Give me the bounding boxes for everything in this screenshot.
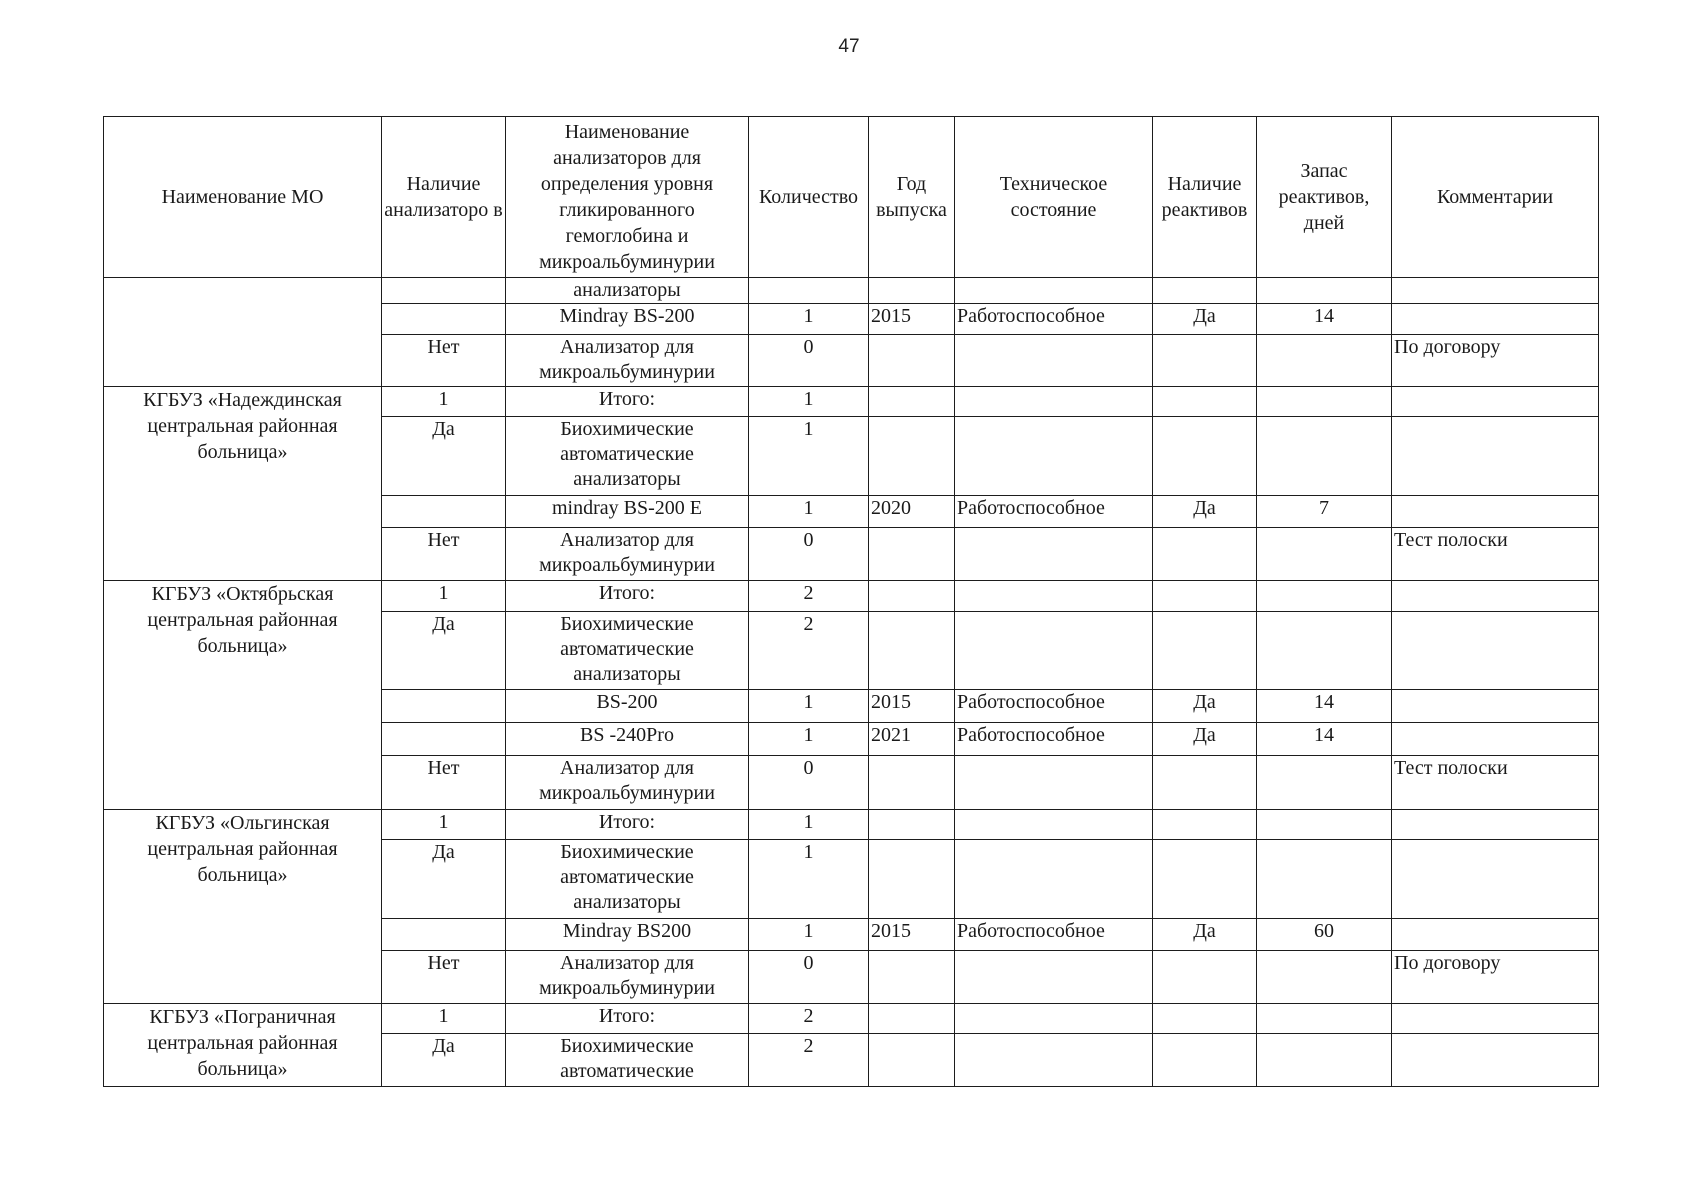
cell-technical-state [955, 417, 1153, 496]
cell-reagents: Да [1153, 496, 1257, 528]
cell-presence: 1 [382, 387, 506, 417]
cell-year [869, 335, 955, 387]
cell-comment [1392, 723, 1599, 756]
cell-reagent-stock [1257, 528, 1392, 581]
cell-reagents [1153, 1034, 1257, 1087]
cell-analyzer-name: BS -240Pro [506, 723, 749, 756]
cell-presence [382, 496, 506, 528]
cell-technical-state [955, 1004, 1153, 1034]
cell-year [869, 528, 955, 581]
cell-comment [1392, 810, 1599, 840]
table-row [104, 810, 1599, 840]
cell-mo-name: КГБУЗ «Ольгинская центральная районная больница» [104, 810, 382, 1004]
cell-analyzer-name: Итого: [506, 387, 749, 417]
cell-comment [1392, 1004, 1599, 1034]
cell-technical-state [955, 810, 1153, 840]
cell-year [869, 387, 955, 417]
cell-quantity: 2 [749, 1004, 869, 1034]
cell-quantity: 2 [749, 581, 869, 612]
cell-reagent-stock: 7 [1257, 496, 1392, 528]
cell-reagent-stock [1257, 756, 1392, 810]
cell-comment [1392, 304, 1599, 335]
cell-reagent-stock [1257, 335, 1392, 387]
cell-presence: 1 [382, 581, 506, 612]
cell-presence: Да [382, 417, 506, 496]
cell-quantity: 1 [749, 387, 869, 417]
cell-comment [1392, 690, 1599, 723]
cell-year [869, 417, 955, 496]
table-row [104, 1004, 1599, 1034]
cell-analyzer-name: Mindray BS-200 [506, 304, 749, 335]
cell-year: 2015 [869, 919, 955, 951]
header-year: Год выпуска [869, 117, 955, 278]
cell-analyzer-name: Биохимические автоматические анализаторы [506, 840, 749, 919]
cell-reagents [1153, 417, 1257, 496]
cell-comment [1392, 387, 1599, 417]
cell-comment [1392, 1034, 1599, 1087]
cell-reagents [1153, 581, 1257, 612]
table-body [104, 278, 1599, 1087]
cell-reagents: Да [1153, 690, 1257, 723]
cell-analyzer-name: Биохимические автоматические анализаторы [506, 612, 749, 690]
cell-year [869, 840, 955, 919]
cell-quantity: 1 [749, 304, 869, 335]
cell-technical-state [955, 756, 1153, 810]
cell-comment [1392, 612, 1599, 690]
header-reagents: Наличие реактивов [1153, 117, 1257, 278]
header-analyzer-name: Наименование анализаторов для определения уровня гликированного гемоглобина и микроальбуминурии [506, 117, 749, 278]
table-row [104, 387, 1599, 417]
header-mo: Наименование МО [104, 117, 382, 278]
cell-quantity: 1 [749, 417, 869, 496]
cell-analyzer-name: mindray BS-200 E [506, 496, 749, 528]
cell-reagents [1153, 278, 1257, 304]
cell-analyzer-name: Анализатор для микроальбуминурии [506, 951, 749, 1004]
cell-analyzer-name: Итого: [506, 810, 749, 840]
cell-presence: Да [382, 840, 506, 919]
cell-reagents [1153, 840, 1257, 919]
cell-analyzer-name: Биохимические автоматические анализаторы [506, 417, 749, 496]
cell-quantity: 1 [749, 723, 869, 756]
cell-technical-state [955, 840, 1153, 919]
cell-year [869, 951, 955, 1004]
cell-comment [1392, 581, 1599, 612]
cell-reagents [1153, 756, 1257, 810]
cell-reagents: Да [1153, 723, 1257, 756]
cell-year [869, 278, 955, 304]
cell-comment: По договору [1392, 335, 1599, 387]
cell-technical-state: Работоспособное [955, 723, 1153, 756]
cell-year: 2015 [869, 690, 955, 723]
cell-year: 2015 [869, 304, 955, 335]
table-row [104, 581, 1599, 612]
cell-analyzer-name: Анализатор для микроальбуминурии [506, 335, 749, 387]
cell-presence: Да [382, 1034, 506, 1087]
header-reagent-stock: Запас реактивов, дней [1257, 117, 1392, 278]
cell-analyzer-name: Итого: [506, 581, 749, 612]
cell-quantity: 1 [749, 840, 869, 919]
cell-quantity: 0 [749, 951, 869, 1004]
cell-analyzer-name: BS-200 [506, 690, 749, 723]
cell-comment [1392, 919, 1599, 951]
table-row [104, 278, 1599, 304]
cell-quantity: 0 [749, 528, 869, 581]
cell-reagent-stock [1257, 810, 1392, 840]
cell-reagent-stock: 60 [1257, 919, 1392, 951]
cell-technical-state [955, 528, 1153, 581]
cell-analyzer-name: Mindray BS200 [506, 919, 749, 951]
analyzers-table [103, 116, 1599, 1087]
cell-year [869, 612, 955, 690]
cell-quantity: 0 [749, 756, 869, 810]
cell-technical-state [955, 1034, 1153, 1087]
cell-technical-state: Работоспособное [955, 496, 1153, 528]
cell-quantity: 1 [749, 919, 869, 951]
cell-reagent-stock [1257, 840, 1392, 919]
cell-year: 2020 [869, 496, 955, 528]
header-presence: Наличие анализаторо в [382, 117, 506, 278]
cell-reagent-stock [1257, 581, 1392, 612]
cell-comment [1392, 417, 1599, 496]
cell-reagents [1153, 612, 1257, 690]
cell-reagent-stock [1257, 612, 1392, 690]
cell-comment: По договору [1392, 951, 1599, 1004]
cell-reagents [1153, 387, 1257, 417]
cell-comment [1392, 278, 1599, 304]
header-row [104, 117, 1599, 278]
cell-reagents [1153, 528, 1257, 581]
cell-mo-name [104, 278, 382, 387]
cell-presence [382, 723, 506, 756]
cell-quantity: 0 [749, 335, 869, 387]
cell-quantity: 1 [749, 810, 869, 840]
cell-reagents [1153, 1004, 1257, 1034]
cell-year [869, 1004, 955, 1034]
cell-technical-state [955, 951, 1153, 1004]
cell-presence: 1 [382, 810, 506, 840]
cell-technical-state: Работоспособное [955, 304, 1153, 335]
cell-reagent-stock [1257, 417, 1392, 496]
cell-presence [382, 690, 506, 723]
cell-analyzer-name: анализаторы [506, 278, 749, 304]
cell-year [869, 756, 955, 810]
cell-presence: Нет [382, 951, 506, 1004]
header-quantity: Количество [749, 117, 869, 278]
cell-year [869, 581, 955, 612]
cell-technical-state [955, 581, 1153, 612]
cell-analyzer-name: Анализатор для микроальбуминурии [506, 756, 749, 810]
cell-analyzer-name: Анализатор для микроальбуминурии [506, 528, 749, 581]
cell-reagent-stock [1257, 387, 1392, 417]
cell-quantity: 1 [749, 690, 869, 723]
cell-reagents: Да [1153, 304, 1257, 335]
cell-comment: Тест полоски [1392, 528, 1599, 581]
cell-reagent-stock [1257, 951, 1392, 1004]
cell-technical-state: Работоспособное [955, 919, 1153, 951]
cell-comment [1392, 496, 1599, 528]
cell-presence [382, 919, 506, 951]
cell-mo-name: КГБУЗ «Надеждинская центральная районная больница» [104, 387, 382, 581]
cell-reagent-stock [1257, 1004, 1392, 1034]
header-technical-state: Техническое состояние [955, 117, 1153, 278]
cell-technical-state [955, 387, 1153, 417]
cell-reagents: Да [1153, 919, 1257, 951]
cell-reagents [1153, 335, 1257, 387]
cell-analyzer-name: Биохимические автоматические [506, 1034, 749, 1087]
cell-presence: Нет [382, 756, 506, 810]
cell-year [869, 810, 955, 840]
cell-technical-state: Работоспособное [955, 690, 1153, 723]
cell-quantity: 1 [749, 496, 869, 528]
cell-technical-state [955, 612, 1153, 690]
cell-technical-state [955, 278, 1153, 304]
cell-presence: Да [382, 612, 506, 690]
cell-quantity: 2 [749, 612, 869, 690]
cell-mo-name: КГБУЗ «Октябрьская центральная районная больница» [104, 581, 382, 810]
cell-reagent-stock: 14 [1257, 304, 1392, 335]
cell-presence [382, 278, 506, 304]
cell-reagents [1153, 810, 1257, 840]
cell-reagent-stock [1257, 278, 1392, 304]
cell-reagent-stock [1257, 1034, 1392, 1087]
cell-comment: Тест полоски [1392, 756, 1599, 810]
cell-comment [1392, 840, 1599, 919]
cell-quantity [749, 278, 869, 304]
cell-reagent-stock: 14 [1257, 690, 1392, 723]
cell-presence [382, 304, 506, 335]
cell-analyzer-name: Итого: [506, 1004, 749, 1034]
cell-quantity: 2 [749, 1034, 869, 1087]
cell-presence: 1 [382, 1004, 506, 1034]
cell-reagents [1153, 951, 1257, 1004]
header-comments: Комментарии [1392, 117, 1599, 278]
page-number: 47 [838, 36, 860, 57]
cell-year [869, 1034, 955, 1087]
cell-year: 2021 [869, 723, 955, 756]
cell-reagent-stock: 14 [1257, 723, 1392, 756]
cell-presence: Нет [382, 335, 506, 387]
cell-mo-name: КГБУЗ «Пограничная центральная районная больница» [104, 1004, 382, 1087]
cell-technical-state [955, 335, 1153, 387]
cell-presence: Нет [382, 528, 506, 581]
